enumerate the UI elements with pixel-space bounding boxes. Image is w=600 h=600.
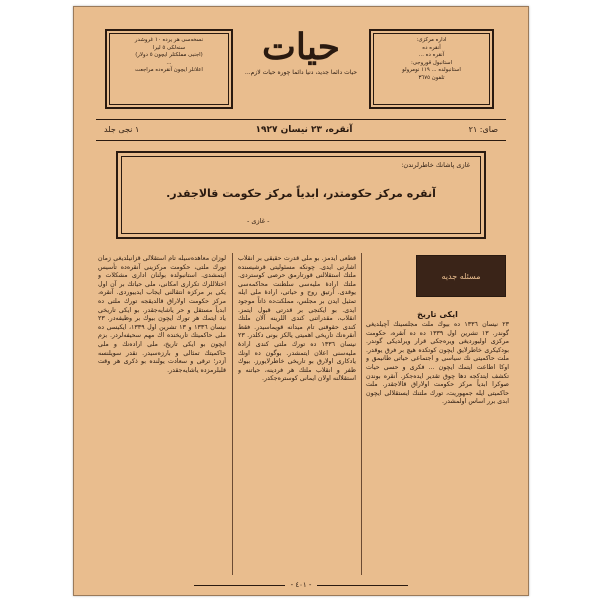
column-divider: [361, 253, 362, 575]
office-info-line: استانبول قوروجى:: [410, 59, 453, 66]
epigraph-attribution: غازى پاشانك خاطرلرندن:: [401, 161, 470, 169]
article-body: قطعى ايدمز. بو ملى قدرت حقيقى بر انقلاب اشارتى ايدى. چونكه مسئوليتى قرشيسنده ملتك استقلالنى قورتارمق حرصى كوستردى. ملتك ارادهٔ مليه‌سى سلطنت محاكمه‌سى يوقدى. آرتيق روح و حياتى، ارادهٔ ملى ايله تمثيل ايدن بر مجلس، مملكت‌ده ذاتاً موجود ايدى. بو ايكنجى بر قدرتى قبول ايتمز. انقلاب، مقدراتنى كندى اللرينه آلان ملتك كندى حقوقنى تام ميدانه قويماسيدر. فقط آنقره‌نك تاريخى اهميتى يالكز بونى دكلدر. ٢٣ نيسان ١٣٣٦ ده تورك ملتى كندى ارادهٔ مليه‌سنى اعلان ايتمشدر. بوگون ده اونك يادكارى اولارق بو تاريخى خاطرلايورز. بيوك ظفر و انقلاب ملتك هر فردينه، حياتنه و استقلالنه اولان ايمانى كوستره‌جكدر.: [238, 255, 356, 383]
masthead-title: حيات: [262, 26, 340, 68]
office-info-line: تلفون ٣٦٧٥: [418, 74, 445, 81]
page-number: - ٤٠١ -: [285, 581, 318, 589]
epigraph-quote: آنقره مركز حكومتدر، ابدياً مركز حكومت قالاجقدر.: [166, 187, 436, 200]
office-info-inner: [373, 33, 490, 105]
column-1-text: [366, 309, 509, 407]
newspaper-page: [73, 6, 529, 596]
article-column-3: [98, 255, 226, 577]
subscription-box: [105, 29, 233, 109]
bottom-rule: [96, 140, 506, 141]
epigraph-signature: - غازى -: [247, 217, 270, 225]
subscription-line: ...: [166, 59, 172, 66]
article-column-2: [238, 255, 356, 577]
subscription-inner: [109, 33, 229, 105]
column-divider: [232, 253, 233, 575]
volume-number: ١ نجى جلد: [104, 125, 140, 134]
article-heading: ايكى تاريخ: [417, 310, 458, 319]
office-info-box: [369, 29, 494, 109]
section-emblem: مسئله جديه: [416, 255, 506, 297]
epigraph-frame: [116, 151, 486, 239]
article-body: لوزان معاهده‌سيله تام استقلالى قزانيلديغى زمان تورك ملتى، حكومت مركزينى آنقره‌ده تأسيس ايتمشدى. استانبولده بولنان ادارى مشكلات و اختلاللرك تكرارى امكانى، ملى حياتك بر آن اول يكى بر مركزه انتقالنى ايجاب ايدييوردى. آنقره، مركز حكومت اولاراق قالديقجه تورك ملتى ده ابدياً مستقل و حر ياشايه‌جقدر. بو ايكى تاريخى ياد ايتمك هر تورك ايچون بيوك بر وظيفه‌در. ٢٣ نيسان ١٣٣٦ و ١٣ تشرين اول ١٣٣٩، ايكيسى ده ملى حاكميتك تاريخنده اك مهم سحيفه‌لردر. بزم ايچون بو ايكى تاريخ، ملى اراده‌نك و ملى حاكميتك تمثالى و بارزه‌سيدر. نقدر سويلنسه آزدر؛ ترقى و سعادت يولنده بو ذكرى هر وقت قلبلرمزده ياشايه‌جقدر.: [98, 255, 226, 374]
dateline: [104, 125, 498, 135]
page-footer: [74, 581, 528, 589]
epigraph-inner: [121, 156, 481, 234]
subscription-line: سنه‌لكى ٥ ليرا: [152, 44, 186, 51]
masthead-slogan: حيات دائما جديد، دنيا دائما چوره حيات لازم...: [244, 69, 358, 76]
subscription-line: اعلانلر ايچون آنقره‌ده مراجعت: [135, 67, 203, 74]
article-column-1: [366, 255, 509, 577]
office-info-line: اداره مركزى:: [416, 37, 447, 43]
top-rule: [96, 119, 506, 120]
office-info-line: آنقره ده: [422, 44, 441, 51]
office-info-line: استانبولده ... ١١٩ نومرولو: [402, 67, 461, 74]
office-info-line: آنقره ده ...: [418, 52, 445, 59]
masthead: [234, 25, 368, 77]
article-body: ٢٣ نيسان ١٣٣٦ ده بيوك ملت مجلسينك آچيلديغى گوندر. ١٣ تشرين اول ١٣٣٩ ده ده آنقره، حكومت مركزى اوليورديغى ويره‌جكى قرار ويرلديكى گوندر. بودكيكرى خاطرلايق ايچون كوتكده هيچ بر فرق يوقدر. ملت حاكميتى نك سياسى و اجتماعى حياتى طانيمق و اوكا اطاعت ايتمك ايچون ... فكرى و حسى حيات تكشف ايتدكجه دها چوق تقدير ايده‌جكز. آنقره بوندن صوكرا ابدياً مركز حكومت اولاراق قالاجقدر. ملت حاكميتى ايله جمهوريت، تورك ملتنك ايستقلالى ايچون ابدى برر اساس اولمشدر.: [366, 321, 509, 406]
issue-date: آنقره، ٢٣ نيسان ١٩٢٧: [255, 125, 353, 135]
subscription-line: (اجنبى مملكتلر ايچون ٥ دولار): [135, 52, 203, 59]
issue-number: صاى: ٢١: [468, 125, 498, 134]
subscription-line: نسخه‌سی هر يرده ١٠ غروشدر: [134, 37, 204, 43]
